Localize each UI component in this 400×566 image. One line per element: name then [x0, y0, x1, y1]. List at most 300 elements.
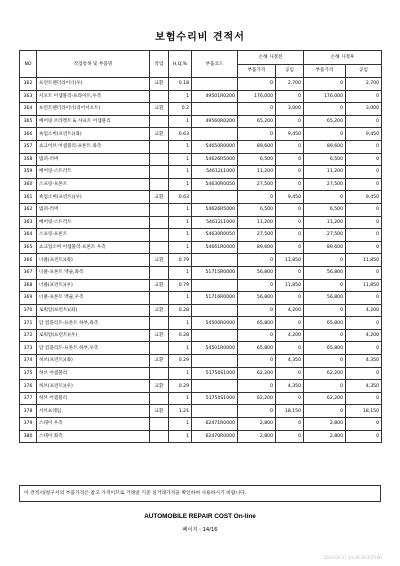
- row-hq: 1: [169, 342, 192, 355]
- table-row: [20, 418, 382, 431]
- table-row: [20, 355, 382, 368]
- row-before-parts: 62,200: [238, 392, 276, 405]
- row-code: 49501R0200: [192, 90, 238, 103]
- row-after-labor: 0: [346, 115, 382, 128]
- row-item: 허브(프런트)(좌): [37, 355, 150, 368]
- header-before-labor: 공임: [276, 64, 304, 78]
- row-after-parts: 62,200: [304, 367, 346, 380]
- row-code: [192, 329, 238, 342]
- row-work: [150, 342, 169, 355]
- row-before-parts: 0: [238, 405, 276, 418]
- row-before-parts: 0: [238, 254, 276, 267]
- row-work: [150, 317, 169, 330]
- table-row: [20, 229, 382, 242]
- row-after-parts: 6,500: [304, 203, 346, 216]
- row-code: 62470R0000: [192, 430, 238, 443]
- row-before-labor: 11,850: [276, 254, 304, 267]
- row-code: [192, 128, 238, 141]
- row-no: 367: [20, 266, 37, 279]
- row-before-parts: 65,800: [238, 342, 276, 355]
- table-row: [20, 103, 382, 116]
- table-row: [20, 279, 382, 292]
- row-before-parts: 62,200: [238, 367, 276, 380]
- row-item: 스프링-프론트: [37, 178, 150, 191]
- table-row: [20, 405, 382, 418]
- table-row: [20, 178, 382, 191]
- table-row: [20, 430, 382, 443]
- table-row: [20, 115, 382, 128]
- row-after-labor: 0: [346, 241, 382, 254]
- row-before-labor: 9,450: [276, 128, 304, 141]
- table-row: [20, 304, 382, 317]
- row-work: 교환: [150, 128, 169, 141]
- row-before-labor: 0: [276, 203, 304, 216]
- row-before-labor: 4,200: [276, 304, 304, 317]
- row-before-labor: 0: [276, 367, 304, 380]
- row-after-parts: 89,600: [304, 241, 346, 254]
- row-before-labor: 0: [276, 342, 304, 355]
- row-after-parts: 11,200: [304, 166, 346, 179]
- row-before-parts: 0: [238, 128, 276, 141]
- footer-title: AUTOMOBILE REPAIR COST On-line: [144, 513, 256, 520]
- row-item: 베어링-스트러트: [37, 166, 150, 179]
- row-before-parts: 0: [238, 304, 276, 317]
- row-code: [192, 78, 238, 91]
- row-before-labor: 0: [276, 317, 304, 330]
- row-item: 허브 어셈블리: [37, 367, 150, 380]
- row-code: 54630R0050: [192, 229, 238, 242]
- row-before-parts: 0: [238, 279, 276, 292]
- row-no: 360: [20, 178, 37, 191]
- row-hq: 1: [169, 266, 192, 279]
- row-before-labor: 18,150: [276, 405, 304, 418]
- row-item: 쇼크어브 어셈블리-프론트 좌측: [37, 140, 150, 153]
- row-before-labor: 4,200: [276, 329, 304, 342]
- row-before-labor: 0: [276, 241, 304, 254]
- row-no: 364: [20, 229, 37, 242]
- row-item: 쇼크업소버 어셈블리-프론트 우측: [37, 241, 150, 254]
- row-before-parts: 2,800: [238, 430, 276, 443]
- row-code: 51715R0000: [192, 266, 238, 279]
- row-hq: 1: [169, 115, 192, 128]
- row-no: 362: [20, 78, 37, 91]
- row-work: [150, 229, 169, 242]
- row-no: 366: [20, 254, 37, 267]
- row-work: [150, 430, 169, 443]
- row-before-labor: 9,450: [276, 191, 304, 204]
- row-work: [150, 90, 169, 103]
- row-code: [192, 355, 238, 368]
- row-before-parts: 27,500: [238, 229, 276, 242]
- header-hq: H,Q,%: [169, 51, 192, 78]
- row-after-labor: 4,200: [346, 304, 382, 317]
- row-after-labor: 0: [346, 153, 382, 166]
- row-work: [150, 241, 169, 254]
- table-row: [20, 128, 382, 141]
- row-after-parts: 0: [304, 103, 346, 116]
- table-row: [20, 166, 382, 179]
- row-before-parts: 56,800: [238, 292, 276, 305]
- row-work: 교환: [150, 254, 169, 267]
- row-no: 358: [20, 153, 37, 166]
- row-work: [150, 418, 169, 431]
- row-after-parts: 0: [304, 405, 346, 418]
- row-before-labor: 0: [276, 266, 304, 279]
- row-code: [192, 279, 238, 292]
- row-after-parts: 176,000: [304, 90, 346, 103]
- header-after-parts: 부품가격: [304, 64, 346, 78]
- table-row: [20, 342, 382, 355]
- row-after-parts: 2,800: [304, 418, 346, 431]
- header-row-top: [20, 51, 382, 65]
- row-work: [150, 216, 169, 229]
- estimate-rows: [20, 78, 382, 443]
- row-code: [192, 304, 238, 317]
- row-no: 359: [20, 166, 37, 179]
- row-work: [150, 153, 169, 166]
- row-hq: 1: [169, 392, 192, 405]
- table-row: [20, 380, 382, 393]
- row-hq: 0.63: [169, 128, 192, 141]
- print-timestamp: 2020-03-17 14:48:36 KST(W): [323, 555, 382, 560]
- row-work: 교환: [150, 304, 169, 317]
- row-before-parts: 0: [238, 355, 276, 368]
- price-notice: 이 견적서/청구서의 부품가격은 참고 가격이므로 거래일 기준 실거래가격을 확인하여 사용하시기 바랍니다.: [19, 485, 381, 502]
- row-before-parts: 11,200: [238, 166, 276, 179]
- row-after-labor: 2,700: [346, 78, 382, 91]
- row-before-parts: 0: [238, 380, 276, 393]
- row-no: 365: [20, 241, 37, 254]
- row-no: 375: [20, 367, 37, 380]
- row-before-labor: 4,350: [276, 355, 304, 368]
- row-after-parts: 27,500: [304, 178, 346, 191]
- table-row: [20, 140, 382, 153]
- row-before-labor: 0: [276, 153, 304, 166]
- row-after-labor: 0: [346, 178, 382, 191]
- row-work: [150, 140, 169, 153]
- row-before-parts: 0: [238, 329, 276, 342]
- row-hq: 1: [169, 203, 192, 216]
- row-hq: 1: [169, 292, 192, 305]
- table-row: [20, 367, 382, 380]
- row-after-labor: 0: [346, 367, 382, 380]
- row-after-parts: 62,200: [304, 392, 346, 405]
- row-before-labor: 0: [276, 292, 304, 305]
- row-hq: 1: [169, 430, 192, 443]
- row-item: 스테이 좌측: [37, 430, 150, 443]
- row-code: 54650R0000: [192, 140, 238, 153]
- row-after-parts: 0: [304, 380, 346, 393]
- row-hq: 1: [169, 140, 192, 153]
- row-after-labor: 0: [346, 292, 382, 305]
- row-code: 54661R0000: [192, 241, 238, 254]
- row-after-labor: 11,850: [346, 254, 382, 267]
- row-after-labor: 0: [346, 266, 382, 279]
- row-before-parts: 65,800: [238, 317, 276, 330]
- table-row: [20, 317, 382, 330]
- row-item: 너클-프론트 액슬,우측: [37, 292, 150, 305]
- row-before-parts: 11,200: [238, 216, 276, 229]
- row-after-parts: 56,800: [304, 292, 346, 305]
- row-no: 365: [20, 115, 37, 128]
- row-code: 51750S1000: [192, 367, 238, 380]
- row-after-parts: 0: [304, 355, 346, 368]
- row-code: 54501R0000: [192, 342, 238, 355]
- row-hq: 1: [169, 166, 192, 179]
- row-no: 368: [20, 279, 37, 292]
- table-row: [20, 292, 382, 305]
- row-hq: 0.28: [169, 329, 192, 342]
- table-row: [20, 153, 382, 166]
- row-after-labor: 0: [346, 430, 382, 443]
- table-row: [20, 329, 382, 342]
- row-work: 교환: [150, 191, 169, 204]
- row-no: 363: [20, 90, 37, 103]
- row-code: 62471R0000: [192, 418, 238, 431]
- row-work: [150, 392, 169, 405]
- row-code: [192, 103, 238, 116]
- row-no: 366: [20, 128, 37, 141]
- row-after-parts: 89,600: [304, 140, 346, 153]
- row-hq: 0.28: [169, 304, 192, 317]
- row-before-parts: 0: [238, 191, 276, 204]
- row-hq: 0.18: [169, 78, 192, 91]
- row-work: 교환: [150, 405, 169, 418]
- row-work: 교환: [150, 279, 169, 292]
- row-item: 허브 어셈블리: [37, 392, 150, 405]
- row-after-labor: 3,000: [346, 103, 382, 116]
- row-hq: 0.29: [169, 355, 192, 368]
- row-after-labor: 4,350: [346, 355, 382, 368]
- header-code: 부품코드: [192, 51, 238, 78]
- row-before-parts: 27,500: [238, 178, 276, 191]
- row-item: 암 컴플리트-프론트 하부,우측: [37, 342, 150, 355]
- row-no: 372: [20, 329, 37, 342]
- row-no: 380: [20, 430, 37, 443]
- document-title: 보험수리비 견적서: [155, 32, 245, 43]
- row-after-labor: 0: [346, 392, 382, 405]
- row-work: [150, 266, 169, 279]
- row-no: 362: [20, 203, 37, 216]
- estimate-table: [19, 50, 382, 443]
- row-item: 서포트 어셈블리-프라이트,우측: [37, 90, 150, 103]
- row-no: 379: [20, 418, 37, 431]
- row-hq: 1: [169, 241, 192, 254]
- row-before-parts: 0: [238, 103, 276, 116]
- table-row: [20, 90, 382, 103]
- row-after-labor: 0: [346, 216, 382, 229]
- row-before-labor: 0: [276, 418, 304, 431]
- row-after-labor: 18,150: [346, 405, 382, 418]
- header-before: 손해 사정전: [238, 51, 304, 65]
- row-no: 378: [20, 405, 37, 418]
- row-code: 54500R0000: [192, 317, 238, 330]
- row-item: 로워암(프런트)(우): [37, 329, 150, 342]
- row-code: 49560R0200: [192, 115, 238, 128]
- header-no: NO: [20, 51, 37, 78]
- row-after-labor: 0: [346, 342, 382, 355]
- row-before-parts: 56,800: [238, 266, 276, 279]
- row-after-parts: 0: [304, 329, 346, 342]
- row-after-parts: 0: [304, 78, 346, 91]
- row-work: 교환: [150, 380, 169, 393]
- row-code: 54626R5000: [192, 153, 238, 166]
- row-item: 허브(프런트)(우): [37, 380, 150, 393]
- row-work: [150, 115, 169, 128]
- row-hq: 0.63: [169, 191, 192, 204]
- row-after-labor: 9,450: [346, 128, 382, 141]
- row-before-labor: 0: [276, 140, 304, 153]
- row-work: [150, 203, 169, 216]
- row-item: 베어링 브라켓트 & 샤프트 어셈블리: [37, 115, 150, 128]
- row-after-labor: 4,350: [346, 380, 382, 393]
- row-after-parts: 0: [304, 191, 346, 204]
- row-hq: 0.79: [169, 279, 192, 292]
- row-before-labor: 0: [276, 90, 304, 103]
- row-before-parts: 2,800: [238, 418, 276, 431]
- row-after-parts: 65,800: [304, 342, 346, 355]
- row-code: [192, 191, 238, 204]
- row-after-labor: 0: [346, 203, 382, 216]
- row-after-parts: 65,800: [304, 317, 346, 330]
- row-before-parts: 89,600: [238, 241, 276, 254]
- table-row: [20, 203, 382, 216]
- row-after-parts: 65,200: [304, 115, 346, 128]
- row-after-labor: 0: [346, 418, 382, 431]
- row-hq: 1: [169, 229, 192, 242]
- row-item: 너클-프론트 액슬,좌측: [37, 266, 150, 279]
- row-no: 363: [20, 216, 37, 229]
- row-before-labor: 0: [276, 392, 304, 405]
- row-before-labor: 4,350: [276, 380, 304, 393]
- row-hq: 1: [169, 153, 192, 166]
- row-hq: 1: [169, 367, 192, 380]
- row-code: 54612L1000: [192, 216, 238, 229]
- row-item: 스테이 우측: [37, 418, 150, 431]
- row-after-labor: 0: [346, 166, 382, 179]
- row-work: [150, 166, 169, 179]
- row-item: 로워암(프런트)(좌): [37, 304, 150, 317]
- row-after-labor: 0: [346, 317, 382, 330]
- table-row: [20, 266, 382, 279]
- row-no: 377: [20, 392, 37, 405]
- row-hq: 1: [169, 90, 192, 103]
- row-work: 교환: [150, 329, 169, 342]
- row-after-labor: 11,850: [346, 279, 382, 292]
- table-row: [20, 254, 382, 267]
- row-hq: 1: [169, 418, 192, 431]
- row-no: 376: [20, 380, 37, 393]
- row-code: 51716R0000: [192, 292, 238, 305]
- row-work: [150, 367, 169, 380]
- row-before-parts: 6,500: [238, 153, 276, 166]
- row-hq: 1: [169, 216, 192, 229]
- row-after-parts: 0: [304, 128, 346, 141]
- row-after-parts: 56,800: [304, 266, 346, 279]
- row-item: 스프링-프론트: [37, 229, 150, 242]
- row-item: 프런트펜더라이너(리어서포트): [37, 103, 150, 116]
- row-work: [150, 292, 169, 305]
- table-row: [20, 216, 382, 229]
- row-after-parts: 0: [304, 254, 346, 267]
- row-no: 369: [20, 292, 37, 305]
- page-number: 페이지 : 14/16: [182, 527, 218, 533]
- row-work: 교환: [150, 355, 169, 368]
- row-after-parts: 27,500: [304, 229, 346, 242]
- row-no: 364: [20, 103, 37, 116]
- row-after-parts: 11,200: [304, 216, 346, 229]
- row-code: [192, 405, 238, 418]
- row-code: 54612L1000: [192, 166, 238, 179]
- row-before-labor: 3,000: [276, 103, 304, 116]
- header-after: 손해 사정후: [304, 51, 382, 65]
- header-after-labor: 공임: [346, 64, 382, 78]
- row-after-parts: 0: [304, 279, 346, 292]
- row-before-labor: 0: [276, 229, 304, 242]
- row-before-parts: 176,000: [238, 90, 276, 103]
- row-no: 357: [20, 140, 37, 153]
- header-work: 작업: [150, 51, 169, 78]
- row-after-parts: 2,800: [304, 430, 346, 443]
- row-hq: 0.2: [169, 103, 192, 116]
- row-hq: 1.21: [169, 405, 192, 418]
- row-no: 361: [20, 191, 37, 204]
- row-after-labor: 9,450: [346, 191, 382, 204]
- row-before-parts: 0: [238, 78, 276, 91]
- table-row: [20, 241, 382, 254]
- row-item: 베어링-스트러트: [37, 216, 150, 229]
- row-code: 51750S1000: [192, 392, 238, 405]
- row-item: 쇽업소버(프런트)(좌): [37, 128, 150, 141]
- row-item: 범퍼-러버: [37, 203, 150, 216]
- row-after-labor: 0: [346, 90, 382, 103]
- row-before-labor: 2,700: [276, 78, 304, 91]
- row-before-labor: 0: [276, 115, 304, 128]
- row-item: 범퍼-러버: [37, 153, 150, 166]
- row-before-labor: 0: [276, 166, 304, 179]
- row-before-labor: 11,850: [276, 279, 304, 292]
- row-work: [150, 178, 169, 191]
- row-no: 370: [20, 304, 37, 317]
- row-code: 54630R0050: [192, 178, 238, 191]
- row-item: 너클(프런트)(좌): [37, 254, 150, 267]
- row-before-parts: 65,200: [238, 115, 276, 128]
- row-work: 교환: [150, 78, 169, 91]
- row-no: 373: [20, 342, 37, 355]
- row-no: 374: [20, 355, 37, 368]
- row-item: 서브프레임: [37, 405, 150, 418]
- row-work: 교환: [150, 103, 169, 116]
- row-hq: 0.29: [169, 380, 192, 393]
- header-item: 작업항목 및 부품명: [37, 51, 150, 78]
- row-after-parts: 6,500: [304, 153, 346, 166]
- row-code: [192, 254, 238, 267]
- row-item: 프런트펜더라이너(우): [37, 78, 150, 91]
- header-before-parts: 부품가격: [238, 64, 276, 78]
- row-code: [192, 380, 238, 393]
- row-before-parts: 6,500: [238, 203, 276, 216]
- row-item: 쇽업소버(프런트)(우): [37, 191, 150, 204]
- row-before-labor: 0: [276, 216, 304, 229]
- table-row: [20, 392, 382, 405]
- row-after-parts: 0: [304, 304, 346, 317]
- row-hq: 1: [169, 317, 192, 330]
- table-row: [20, 191, 382, 204]
- row-item: 너클(프런트)(우): [37, 279, 150, 292]
- row-after-labor: 4,200: [346, 329, 382, 342]
- row-before-labor: 0: [276, 430, 304, 443]
- row-before-labor: 0: [276, 178, 304, 191]
